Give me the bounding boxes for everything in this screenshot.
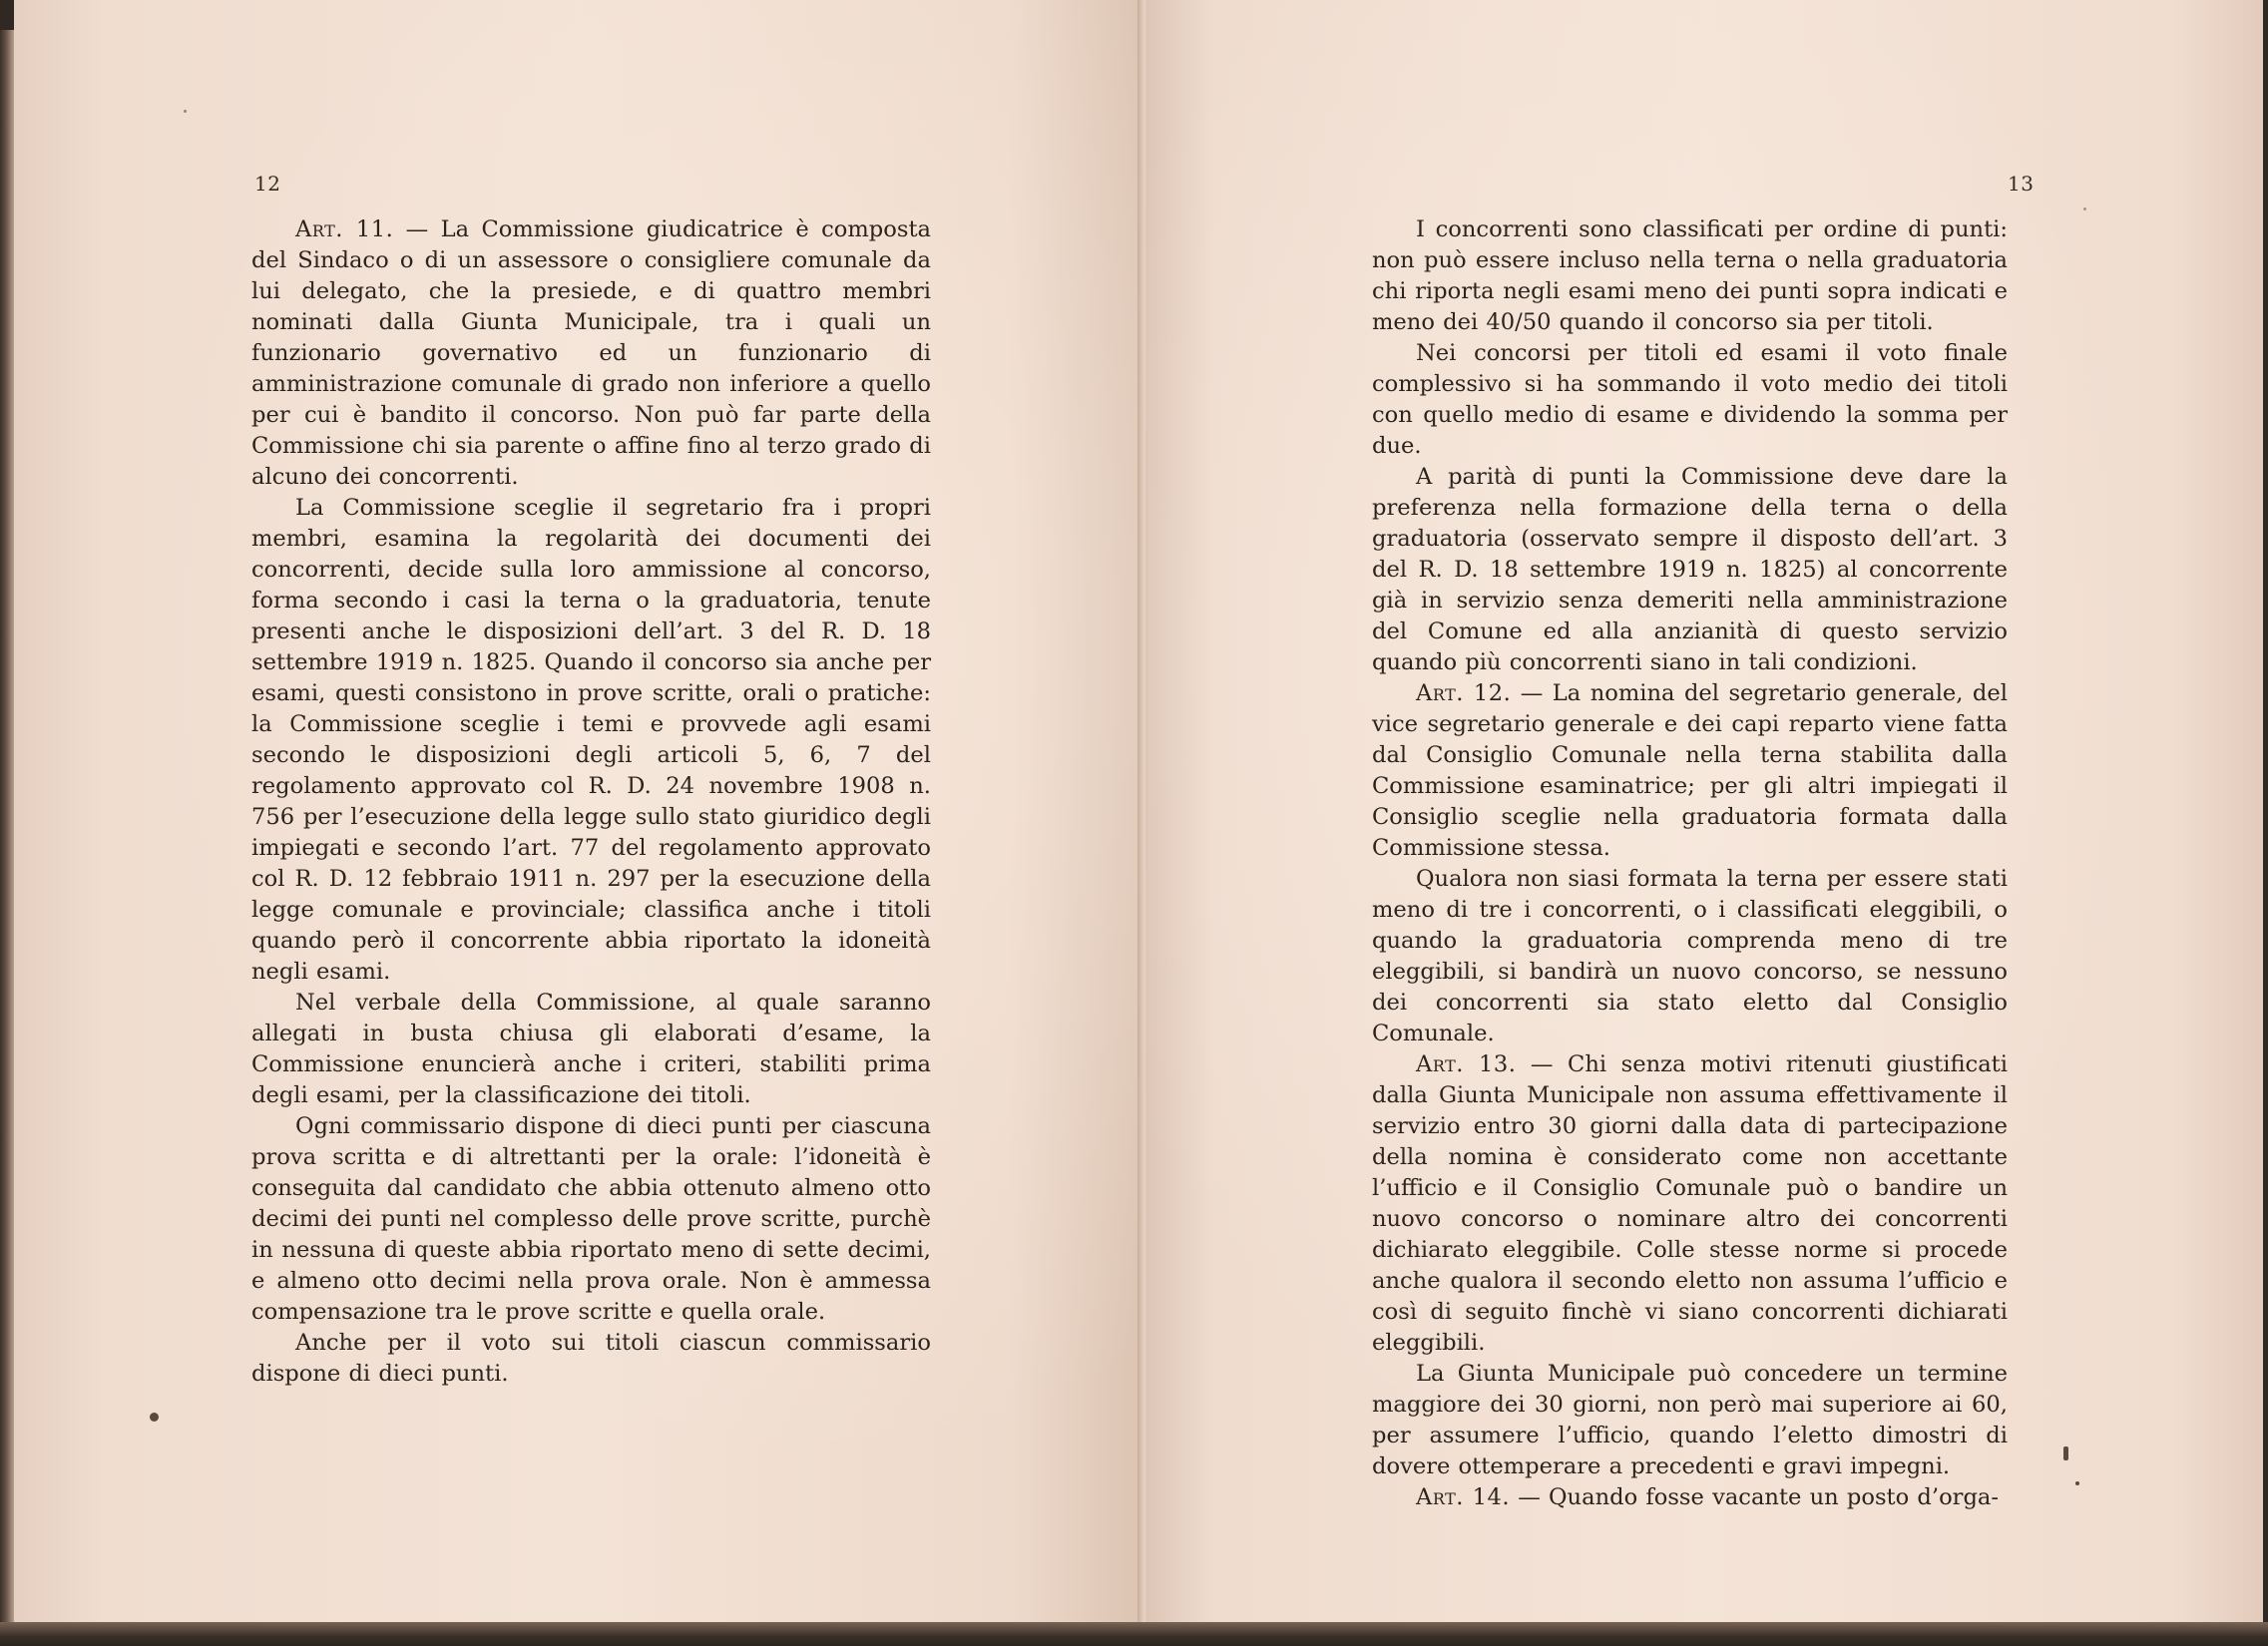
- paragraph-text: Qualora non siasi formata la terna per essere stati meno di tre i concorrenti, o i classificati eleggibili, o quando la graduatoria comprenda meno di tre eleggibili, si bandirà un nuovo concorso, se nessuno dei concorrenti sia stato eletto dal Consiglio Comunale.: [1372, 866, 2008, 1046]
- paragraph: [1372, 864, 2008, 1049]
- paragraph: [1372, 338, 2008, 462]
- paragraph: [251, 493, 931, 988]
- article-label: Art. 11.: [295, 216, 394, 242]
- paper-speck: [2083, 207, 2086, 210]
- paper-speck: [2063, 1446, 2068, 1460]
- paragraph-text: — La nomina del segretario generale, del vice segretario generale e dei capi reparto viene fatta dal Consiglio Comunale nella terna stabilita dalla Commissione esaminatrice; per gli altri impiegati il Consiglio sceglie nella graduatoria formata dalla Commissione stessa.: [1372, 680, 2008, 861]
- article-label: Art. 13.: [1416, 1051, 1517, 1077]
- left-page: [14, 0, 1146, 1624]
- left-page-text: [251, 214, 931, 1390]
- paragraph-text: — Chi senza motivi ritenuti giustificati dalla Giunta Municipale non assuma effettivamente il servizio entro 30 giorni dalla data di partecipazione della nomina è considerato come non accettante l’ufficio e il Consiglio Comunale può o bandire un nuovo concorso o nominare altro dei concorrenti dichiarato eleggibile. Colle stesse norme si procede anche qualora il secondo eletto non assuma l’ufficio e così di seguito finchè vi siano concorrenti dichiarati eleggibili.: [1372, 1051, 2008, 1356]
- paper-speck: [184, 110, 187, 113]
- paragraph-text: Ogni commissario dispone di dieci punti per ciascuna prova scritta e di altrettanti per la orale: l’idoneità è conseguita dal candidato che abbia ottenuto almeno otto decimi dei punti nel complesso delle prove scritte, purchè in nessuna di queste abbia riportato meno di sette decimi, e almeno otto decimi nella prova orale. Non è ammessa compensazione tra le prove scritte e quella orale.: [251, 1113, 931, 1325]
- paragraph-text: — La Commissione giudicatrice è composta del Sindaco o di un assessore o consigliere comunale da lui delegato, che la presiede, e di quattro membri nominati dalla Giunta Municipale, tra i quali un funzionario governativo ed un funzionario di amministrazione comunale di grado non inferiore a quello per cui è bandito il concorso. Non può far parte della Commissione chi sia parente o affine fino al terzo grado di alcuno dei concorrenti.: [251, 216, 931, 490]
- page-number-left: 12: [254, 172, 281, 196]
- right-page: [1147, 0, 2263, 1624]
- article-12-paragraph: [1372, 678, 2008, 864]
- article-11-paragraph: [251, 214, 931, 493]
- paragraph-text: — Quando fosse vacante un posto d’orga-: [1510, 1484, 2000, 1510]
- paragraph-text: I concorrenti sono classificati per ordine di punti: non può essere incluso nella terna o nella graduatoria chi riporta negli esami meno dei punti sopra indicati e meno dei 40/50 quando il concorso sia per titoli.: [1372, 216, 2008, 335]
- page-number-right: 13: [2008, 172, 2035, 196]
- paragraph: [1372, 1359, 2008, 1482]
- article-label: Art. 14.: [1416, 1484, 1511, 1510]
- paragraph: [1372, 214, 2008, 338]
- paragraph-text: Anche per il voto sui titoli ciascun commissario dispone di dieci punti.: [251, 1330, 931, 1387]
- paragraph-text: A parità di punti la Commissione deve dare la preferenza nella formazione della terna o della graduatoria (osservato sempre il disposto dell’art. 3 del R. D. 18 settembre 1919 n. 1825) al concorrente già in servizio senza demeriti nella amministrazione del Comune ed alla anzianità di questo servizio quando più concorrenti siano in tali condizioni.: [1372, 464, 2008, 675]
- article-13-paragraph: [1372, 1049, 2008, 1359]
- right-page-text: [1372, 214, 2008, 1513]
- paragraph: [251, 988, 931, 1111]
- paper-speck: [150, 1413, 159, 1422]
- paragraph-text: Nel verbale della Commissione, al quale saranno allegati in busta chiusa gli elaborati d’esame, la Commissione enuncierà anche i criteri, stabiliti prima degli esami, per la classificazione dei titoli.: [251, 990, 931, 1108]
- paper-speck: [2075, 1481, 2079, 1485]
- article-14-paragraph: [1372, 1482, 2008, 1513]
- paragraph-text: La Commissione sceglie il segretario fra i propri membri, esamina la regolarità dei documenti dei concorrenti, decide sulla loro ammissione al concorso, forma secondo i casi la terna o la graduatoria, tenute presenti anche le disposizioni dell’art. 3 del R. D. 18 settembre 1919 n. 1825. Quando il concorso sia anche per esami, questi consistono in prove scritte, orali o pratiche: la Commissione sceglie i temi e provvede agli esami secondo le disposizioni degli articoli 5, 6, 7 del regolamento approvato col R. D. 24 novembre 1908 n. 756 per l’esecuzione della legge sullo stato giuridico degli impiegati e secondo l’art. 77 del regolamento approvato col R. D. 12 febbraio 1911 n. 297 per la esecuzione della legge comunale e provinciale; classifica anche i titoli quando però il concorrente abbia riportato la idoneità negli esami.: [251, 495, 931, 985]
- article-label: Art. 12.: [1416, 680, 1512, 706]
- paragraph-text: Nei concorsi per titoli ed esami il voto finale complessivo si ha sommando il voto medio dei titoli con quello medio di esame e dividendo la somma per due.: [1372, 340, 2008, 459]
- paragraph: [251, 1328, 931, 1390]
- paragraph: [251, 1111, 931, 1328]
- paragraph-text: La Giunta Municipale può concedere un termine maggiore dei 30 giorni, non però mai superiore ai 60, per assumere l’ufficio, quando l’eletto dimostri di dovere ottemperare a precedenti e gravi impegni.: [1372, 1361, 2008, 1479]
- bottom-cover-edge: [0, 1622, 2268, 1646]
- paragraph: [1372, 462, 2008, 678]
